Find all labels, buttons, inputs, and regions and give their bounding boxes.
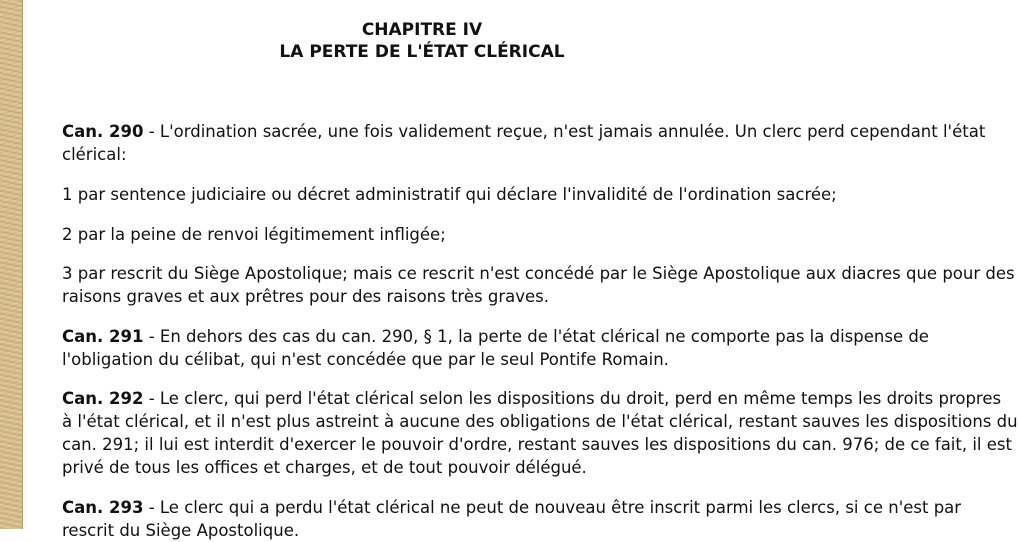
canon-291-line-1 — [62, 326, 929, 348]
canon-292-line-4: privé de tous les offices et charges, et de tout pouvoir délégué. — [62, 458, 587, 477]
canon-291-line-2: l'obligation du célibat, qui n'est concédée que par le seul Pontife Romain. — [62, 350, 669, 369]
canon-292-line-3: can. 291; il lui est interdit d'exercer le pouvoir d'ordre, restant sauves les dispositions du can. 976; de ce fait, il est — [62, 435, 1012, 454]
canon-292-text: - Le clerc, qui perd l'état clérical selon les dispositions du droit, perd en même temps les droits propres — [143, 389, 1002, 408]
canon-293-line-1 — [62, 497, 961, 519]
chapter-title: LA PERTE DE L'ÉTAT CLÉRICAL — [279, 42, 565, 62]
chapter-heading: CHAPITRE IV — [361, 20, 483, 40]
canon-290-item-3-line-1: 3 par rescrit du Siège Apostolique; mais ce rescrit n'est concédé par le Siège Apostolique aux diacres que pour des — [62, 264, 1015, 283]
canon-290-line-1 — [62, 121, 985, 143]
canon-292-line-2: à l'état clérical, et il n'est plus astreint à aucune des obligations de l'état clérical, restant sauves les dispositions du — [62, 412, 1018, 431]
document-body — [62, 0, 1018, 540]
canon-290-item-2: 2 par la peine de renvoi légitimement infligée; — [62, 225, 446, 244]
parchment-border — [0, 0, 23, 529]
canon-290-item-1: 1 par sentence judiciaire ou décret administratif qui déclare l'invalidité de l'ordination sacrée; — [62, 185, 837, 204]
canon-290-line-2: clérical: — [62, 145, 127, 164]
canon-291-text: - En dehors des cas du can. 290, § 1, la perte de l'état clérical ne comporte pas la dispense de — [143, 327, 929, 346]
canon-292-label: Can. 292 — [62, 389, 144, 408]
canon-293-label: Can. 293 — [62, 498, 144, 517]
canon-292-line-1 — [62, 388, 1001, 410]
canon-291-label: Can. 291 — [62, 327, 144, 346]
canon-293-text: - Le clerc qui a perdu l'état clérical ne peut de nouveau être inscrit parmi les clercs, si ce n'est par — [143, 498, 962, 517]
canon-293-line-2: rescrit du Siège Apostolique. — [62, 521, 300, 540]
canon-290-text: - L'ordination sacrée, une fois validement reçue, n'est jamais annulée. Un clerc perd cependant l'état — [143, 122, 986, 141]
canon-290-label: Can. 290 — [62, 122, 144, 141]
canon-290-item-3-line-2: raisons graves et aux prêtres pour des raisons très graves. — [62, 287, 549, 306]
